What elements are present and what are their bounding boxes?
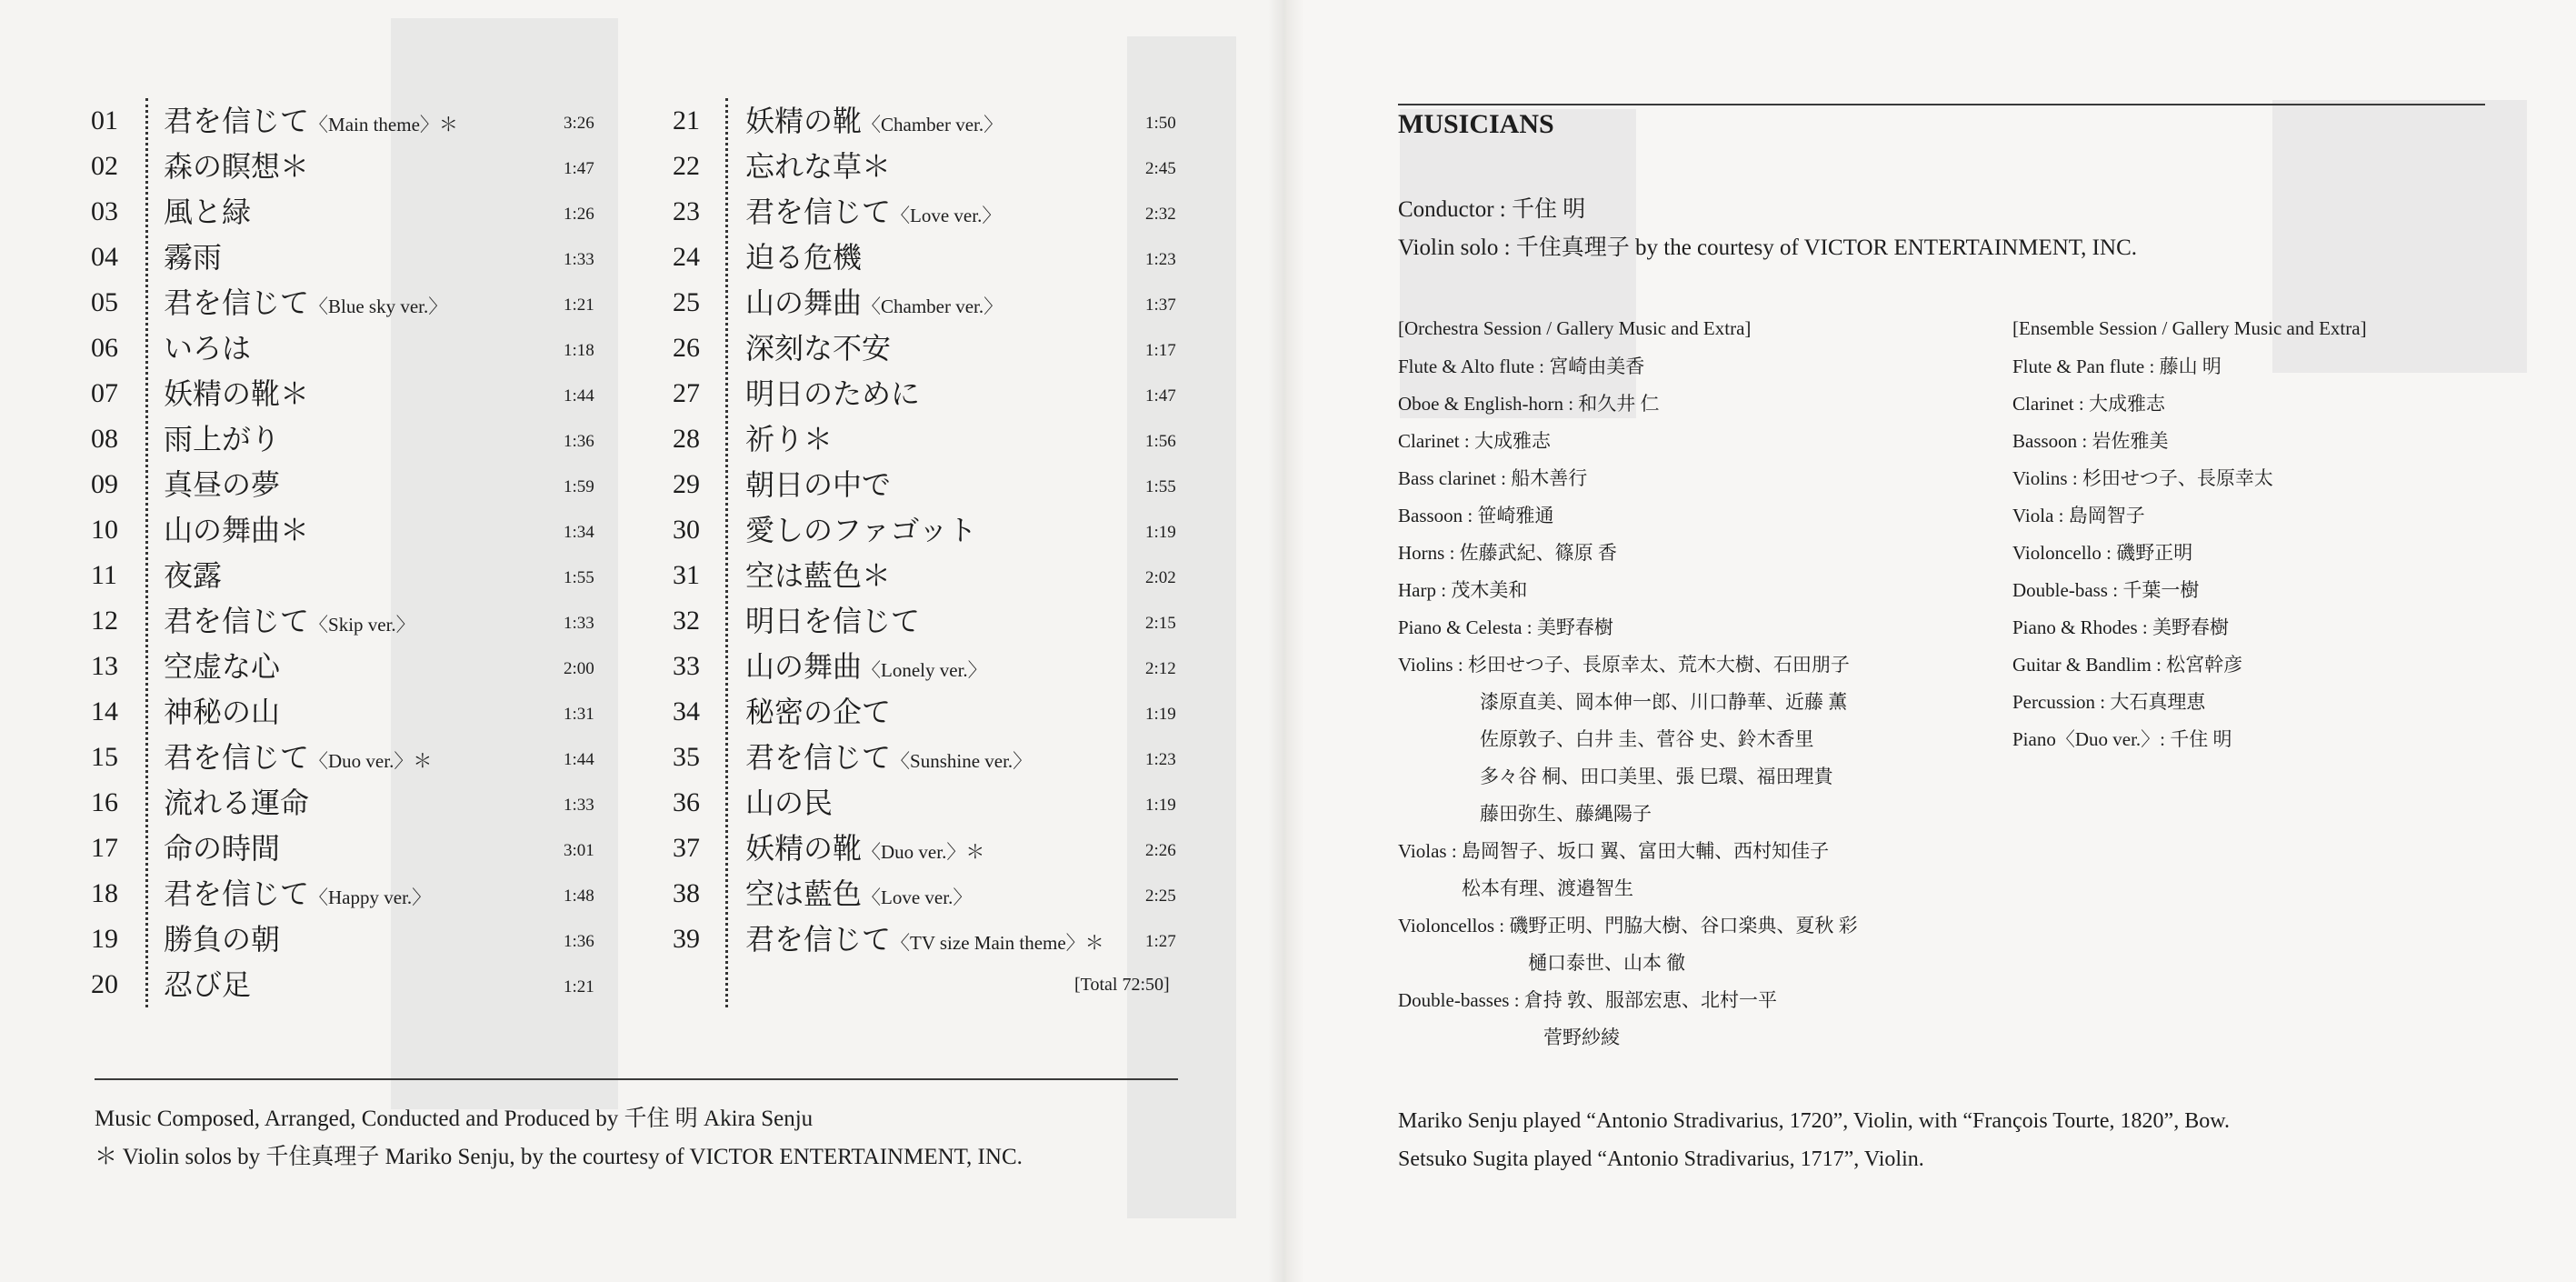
track-duration: 2:02 [1145,568,1176,587]
track-title: 明日を信じて [745,605,921,637]
ensemble-line: Double-bass : 千葉一樹 [2012,579,2200,601]
track-number: 16 [91,787,118,817]
track-number: 08 [91,424,118,454]
track-subtitle: 〈Lonely ver.〉 [862,659,987,681]
track-title: 命の時間 [164,832,281,865]
track-number: 37 [673,833,700,863]
track-number: 28 [673,424,700,454]
track-title: 山の舞曲＊ [164,514,310,546]
track-title: 君を信じて〈Sunshine ver.〉 [745,741,1033,774]
track-number: 14 [91,696,118,726]
track-subtitle: 〈Duo ver.〉＊ [309,750,433,772]
track-duration: 1:36 [564,432,594,451]
track-number: 34 [673,696,700,726]
track-duration: 1:17 [1145,341,1176,360]
track-number: 04 [91,242,118,272]
track-duration: 1:18 [564,341,594,360]
track-duration: 1:55 [1145,477,1176,496]
track-title: 君を信じて〈Duo ver.〉＊ [164,741,433,774]
musicians-heading: MUSICIANS [1398,109,1554,139]
track-title: 夜露 [164,559,223,592]
track-title: 迫る危機 [745,241,863,274]
track-title: 忍び足 [164,968,252,1001]
track-number: 35 [673,742,700,772]
track-number: 23 [673,196,700,226]
track-number: 30 [673,515,700,545]
ensemble-line: Flute & Pan flute : 藤山 明 [2012,356,2222,377]
orchestra-line: 樋口泰世、山本 徹 [1528,952,1686,974]
track-title: 妖精の靴〈Duo ver.〉＊ [745,832,985,865]
musicians-rule [1398,104,2485,105]
track-number: 29 [673,469,700,499]
ensemble-line: Clarinet : 大成雅志 [2012,393,2165,415]
track-duration: 1:19 [1145,705,1176,724]
orchestra-line: 松本有理、渡邉智生 [1462,877,1633,899]
track-title: 空は藍色〈Love ver.〉 [745,877,973,910]
track-duration: 2:15 [1145,614,1176,633]
track-duration: 1:27 [1145,932,1176,951]
track-duration: 1:19 [1145,796,1176,815]
ensemble-line: Bassoon : 岩佐雅美 [2012,430,2169,452]
track-title: 愛しのファゴット [745,514,977,546]
instrument-note-2: Setsuko Sugita played “Antonio Stradivarius, 1717”, Violin. [1398,1147,1924,1171]
track-number: 09 [91,469,118,499]
track-number: 05 [91,287,118,317]
conductor-line: Conductor : 千住 明 [1398,197,1586,222]
credits-rule [95,1078,1178,1080]
track-number: 15 [91,742,118,772]
track-duration: 1:44 [564,750,594,769]
track-title: 山の民 [745,786,834,819]
background-artwork-right [1127,36,1236,1218]
track-title: 君を信じて〈Blue sky ver.〉 [164,286,448,319]
track-duration: 2:32 [1145,205,1176,224]
orchestra-line: Clarinet : 大成雅志 [1398,430,1551,452]
track-duration: 1:33 [564,796,594,815]
track-number: 22 [673,151,700,181]
orchestra-line: Violoncellos : 磯野正明、門脇大樹、谷口楽典、夏秋 彩 [1398,915,1858,936]
track-duration: 1:23 [1145,250,1176,269]
track-duration: 1:59 [564,477,594,496]
track-subtitle: 〈Skip ver.〉 [309,614,415,636]
track-number: 26 [673,333,700,363]
ensemble-line: Violoncello : 磯野正明 [2012,542,2193,564]
track-duration: 2:26 [1145,841,1176,860]
orchestra-line: Violins : 杉田せつ子、長原幸太、荒木大樹、石田朋子 [1398,654,1850,676]
track-duration: 1:33 [564,614,594,633]
track-number: 25 [673,287,700,317]
orchestra-line: Violas : 島岡智子、坂口 翼、富田大輔、西村知佳子 [1398,840,1830,862]
orchestra-section-title: [Orchestra Session / Gallery Music and Extra] [1398,317,1752,339]
track-duration: 1:36 [564,932,594,951]
orchestra-line: 菅野紗綾 [1543,1027,1620,1048]
track-number: 24 [673,242,700,272]
track-title: 雨上がり [164,423,281,456]
track-duration: 1:44 [564,386,594,406]
track-duration: 2:25 [1145,886,1176,906]
track-title: 秘密の企て [745,696,892,728]
track-number: 17 [91,833,118,863]
track-duration: 1:23 [1145,750,1176,769]
track-title: 君を信じて〈Happy ver.〉 [164,877,432,910]
violin-solo-line: Violin solo : 千住真理子 by the courtesy of VICTOR ENTERTAINMENT, INC. [1398,235,2137,260]
ensemble-line: Percussion : 大石真理恵 [2012,691,2206,713]
track-duration: 1:50 [1145,114,1176,133]
dotted-separator-2 [725,98,728,1007]
track-title: 勝負の朝 [164,923,281,956]
orchestra-line: 藤田弥生、藤縄陽子 [1480,803,1652,825]
ensemble-line: Piano & Rhodes : 美野春樹 [2012,616,2230,638]
track-subtitle: 〈Sunshine ver.〉 [891,750,1033,772]
instrument-note-1: Mariko Senju played “Antonio Stradivarius, 1720”, Violin, with “François Tourte, 1820”, Bow. [1398,1109,2230,1133]
total-time: [Total 72:50] [1074,975,1170,995]
track-title: 霧雨 [164,241,223,274]
track-number: 27 [673,378,700,408]
track-number: 10 [91,515,118,545]
track-subtitle: 〈Happy ver.〉 [309,886,432,908]
track-title: 妖精の靴〈Chamber ver.〉 [745,105,1003,137]
credit-line-1: Music Composed, Arranged, Conducted and Produced by 千住 明 Akira Senju [95,1107,814,1131]
track-duration: 1:31 [564,705,594,724]
track-title: 忘れな草＊ [745,150,892,183]
track-duration: 1:21 [564,977,594,997]
orchestra-line: Oboe & English-horn : 和久井 仁 [1398,393,1660,415]
track-duration: 2:00 [564,659,594,678]
orchestra-line: Horns : 佐藤武紀、篠原 香 [1398,542,1617,564]
track-duration: 2:12 [1145,659,1176,678]
track-title: 空虚な心 [164,650,281,683]
credit-line-2: ＊ Violin solos by 千住真理子 Mariko Senju, by the courtesy of VICTOR ENTERTAINMENT, INC. [95,1145,1023,1169]
track-duration: 3:01 [564,841,594,860]
track-title: 明日のために [745,377,921,410]
track-title: 君を信じて〈TV size Main theme〉＊ [745,923,1104,956]
track-title: 森の瞑想＊ [164,150,310,183]
track-number: 32 [673,606,700,636]
track-number: 01 [91,105,118,135]
track-number: 13 [91,651,118,681]
orchestra-line: Flute & Alto flute : 宮崎由美香 [1398,356,1645,377]
track-title: 空は藍色＊ [745,559,892,592]
track-subtitle: 〈Love ver.〉 [862,886,973,908]
track-number: 21 [673,105,700,135]
ensemble-section-title: [Ensemble Session / Gallery Music and Extra] [2012,317,2367,339]
ensemble-line: Guitar & Bandlim : 松宮幹彦 [2012,654,2243,676]
track-number: 38 [673,878,700,908]
track-subtitle: 〈Duo ver.〉＊ [862,841,985,863]
track-title: 祈り＊ [745,423,834,456]
track-number: 11 [91,560,117,590]
track-duration: 1:56 [1145,432,1176,451]
track-duration: 3:26 [564,114,594,133]
track-title: 流れる運命 [164,786,310,819]
track-number: 31 [673,560,700,590]
track-duration: 1:37 [1145,295,1176,315]
track-title: 真昼の夢 [164,468,281,501]
track-number: 07 [91,378,118,408]
track-duration: 2:45 [1145,159,1176,178]
track-duration: 1:47 [564,159,594,178]
track-subtitle: 〈Blue sky ver.〉 [309,295,448,317]
ensemble-line: Violins : 杉田せつ子、長原幸太 [2012,467,2273,489]
track-number: 36 [673,787,700,817]
track-title: 君を信じて〈Main theme〉＊ [164,105,458,137]
binding-gutter [1268,0,1304,1282]
track-duration: 1:33 [564,250,594,269]
track-subtitle: 〈Chamber ver.〉 [862,295,1003,317]
track-title: 風と緑 [164,195,252,228]
orchestra-line: Double-basses : 倉持 敦、服部宏恵、北村一平 [1398,989,1778,1011]
track-title: 神秘の山 [164,696,281,728]
track-subtitle: 〈Chamber ver.〉 [862,114,1003,135]
track-duration: 1:21 [564,295,594,315]
track-number: 02 [91,151,118,181]
track-duration: 1:48 [564,886,594,906]
track-duration: 1:26 [564,205,594,224]
track-number: 20 [91,969,118,999]
ensemble-line: Piano〈Duo ver.〉: 千住 明 [2012,728,2232,750]
orchestra-line: 多々谷 桐、田口美里、張 巳環、福田理貴 [1480,766,1833,787]
orchestra-line: 佐原敦子、白井 圭、菅谷 史、鈴木香里 [1480,728,1814,750]
orchestra-line: 漆原直美、岡本伸一郎、川口静華、近藤 薫 [1480,691,1848,713]
orchestra-line: Bass clarinet : 船木善行 [1398,467,1588,489]
track-subtitle: 〈Love ver.〉 [891,205,1002,226]
track-duration: 1:34 [564,523,594,542]
track-title: 朝日の中で [745,468,892,501]
track-title: いろは [164,332,252,365]
track-title: 君を信じて〈Skip ver.〉 [164,605,415,637]
track-number: 39 [673,924,700,954]
track-number: 19 [91,924,118,954]
track-subtitle: 〈TV size Main theme〉＊ [891,932,1104,954]
track-title: 山の舞曲〈Lonely ver.〉 [745,650,987,683]
ensemble-line: Viola : 島岡智子 [2012,505,2145,526]
orchestra-line: Harp : 茂木美和 [1398,579,1528,601]
track-subtitle: 〈Main theme〉＊ [309,114,458,135]
dotted-separator-1 [145,98,148,1007]
track-duration: 1:47 [1145,386,1176,406]
track-number: 03 [91,196,118,226]
orchestra-line: Piano & Celesta : 美野春樹 [1398,616,1613,638]
track-title: 妖精の靴＊ [164,377,310,410]
track-number: 33 [673,651,700,681]
track-number: 06 [91,333,118,363]
track-number: 18 [91,878,118,908]
track-title: 山の舞曲〈Chamber ver.〉 [745,286,1003,319]
track-title: 君を信じて〈Love ver.〉 [745,195,1002,228]
track-duration: 1:55 [564,568,594,587]
track-number: 12 [91,606,118,636]
track-title: 深刻な不安 [745,332,892,365]
track-duration: 1:19 [1145,523,1176,542]
orchestra-line: Bassoon : 笹崎雅通 [1398,505,1554,526]
